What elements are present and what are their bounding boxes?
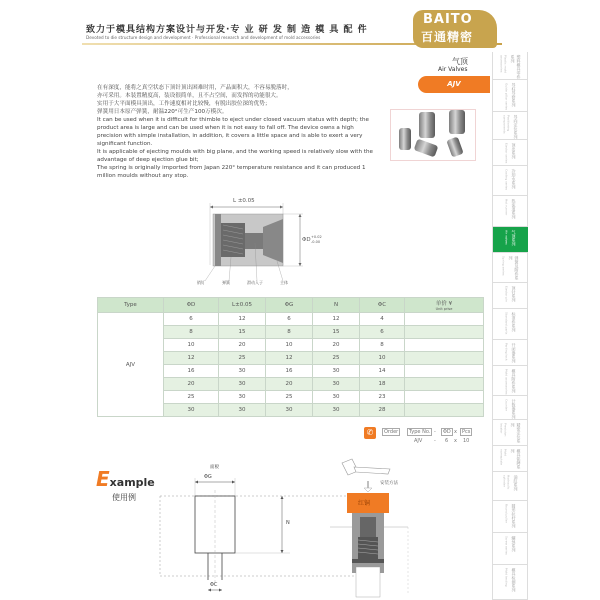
sidebar-item-en: Positioning components [502,115,511,134]
dim-D-tol-upper: +0.02 [311,235,322,239]
order-example-pcs: 10 [463,438,470,444]
cell-c: 23 [360,391,405,404]
cell-g: 8 [266,326,313,339]
col-n: N [313,298,360,313]
desc-line: 实用于大平面模具顶出，工作速度相对比较慢，有脱出胶位深的优势； [97,101,271,107]
phone-icon: ✆ [364,427,376,439]
sidebar-item-cn: 模具附件系列 [511,369,517,393]
installation-drawing [150,458,360,600]
cell-d: 12 [164,352,219,365]
sidebar-item[interactable] [493,340,528,366]
sidebar-item-cn: 顶针系列 [511,286,517,302]
sidebar-item-en: Screw series [504,536,509,555]
sidebar-item[interactable] [493,196,528,227]
cell-n: 30 [313,404,360,417]
sidebar-item-en: Counter [504,399,509,411]
unit-price-en: Unit prise [435,307,453,311]
cell-n: 30 [313,391,360,404]
cell-g: 20 [266,378,313,391]
example-initial: E [96,467,110,491]
desc-line: 亦可采用。本装置精度高，装设很简单，且不占空间，而发挥的功能很大。 [97,93,282,99]
sidebar-item-cn: 开闭器系列 [511,343,517,363]
cell-price [405,339,484,352]
order-label: Order [384,429,399,435]
desc-line: The spring is originally imported from Japan 220° temperature resistance and it can produced 1 million moulds without any stop. [97,165,366,179]
cell-n: 25 [313,352,360,365]
sidebar-item[interactable] [493,472,528,501]
cell-g: 6 [266,313,313,326]
cell-g: 12 [266,352,313,365]
sidebar-item-cn: 螺丝系列 [511,536,517,552]
cell-n: 30 [313,365,360,378]
order-dash: - [434,429,436,435]
cell-c: 8 [360,339,405,352]
order-example-d: 6 [445,438,449,444]
cell-n: 15 [313,326,360,339]
spec-table [97,297,484,417]
cell-n: 20 [313,339,360,352]
example-title-rest: xample [109,476,155,489]
cell-d: 30 [164,404,219,417]
cell-l: 30 [219,404,266,417]
sidebar-item-en: Mold testing [504,568,509,587]
example-title-cn: 使用例 [112,493,136,502]
label-spring: 弹簧 [222,280,230,285]
col-c: ΦC [360,298,405,313]
order-example-x: x [454,438,457,444]
sidebar-item-cn: 导向定位系列 [513,115,519,139]
product-title-cn: 气顶 [452,57,468,66]
category-sidebar [492,52,528,600]
sidebar-item-en: Hydraulic cylinder [502,475,511,490]
cell-price [405,378,484,391]
sidebar-item-en: Round puller [504,504,509,523]
sidebar-item[interactable] [493,52,528,80]
sidebar-item-en: Ejector series [504,143,509,164]
cell-price [405,313,484,326]
desc-line: It can be used when it is difficult for thimble to eject under closed vacuum status with depth; the product area is large and can be used when it is not easy to fall off. The device owns a high precision with simple installation, in addition, it covers a little space and is able to exert a very significant function. [97,117,369,147]
sidebar-item-cn: 计数器系列 [511,399,517,419]
sidebar-item-cn: 导柱导套系列 [511,83,517,107]
cell-d: 20 [164,378,219,391]
installation-graphic [330,455,440,600]
sidebar-item-en: Air valves [504,230,509,245]
cell-l: 20 [219,339,266,352]
sidebar-item-cn: 精密定位系列 [510,423,522,443]
sidebar-item-cn: 塑料模具零件系列 [510,55,522,79]
product-title-en: Air Valves [438,66,468,73]
cell-g: 25 [266,391,313,404]
slogan-cn: 致力于模具结构方案设计与开发·专 业 研 发 制 造 模 具 配 件 [86,25,368,35]
sidebar-item-cn: 模具铭牌系列 [510,449,522,469]
sidebar-item[interactable] [493,501,528,533]
col-d: ΦD [164,298,219,313]
sidebar-item[interactable] [493,283,528,309]
order-pcs: Pcs [462,429,471,435]
sidebar-item-cn: 顶出系列 [511,143,517,159]
sidebar-item-cn: 圆形拉杆系列 [511,504,517,528]
cell-d: 10 [164,339,219,352]
dim-N-label: N [286,520,290,526]
sidebar-item-en: Plastic mold accessories [499,55,508,74]
cell-l: 30 [219,378,266,391]
cell-l: 30 [219,365,266,378]
cell-n: 12 [313,313,360,326]
cell-price [405,326,484,339]
order-type-no: Type No. [409,429,431,435]
desc-line: 在有深度，能将之真空状态下顶针顶出困难时用，产品面积大，不容易脱落时， [97,85,293,91]
sidebar-item[interactable] [493,309,528,340]
cell-c: 28 [360,404,405,417]
sidebar-item-en: Ejector pin [504,286,509,303]
col-g: ΦG [266,298,313,313]
sidebar-item-cn: 气顶系列 [511,230,517,246]
cell-g: 16 [266,365,313,378]
product-code-badge: AJV [418,76,490,93]
col-unit-price [405,298,484,313]
cell-price [405,352,484,365]
product-photo [390,109,476,161]
col-type: Type [98,298,164,313]
desc-line: 弹簧用日本原产弹簧，耐温220°可生产100万模次。 [97,109,228,115]
dim-G-label: ΦG [204,474,212,480]
plate-label: 面板 [210,465,219,470]
col-l: L±0.05 [219,298,266,313]
label-pin: 销钉 [197,280,205,285]
sidebar-item[interactable] [493,253,528,283]
sidebar-item[interactable] [493,533,528,565]
example-heading [96,467,155,491]
sidebar-item[interactable] [493,420,528,446]
installation-illustration [330,455,440,600]
valve-part-image [449,110,465,134]
sidebar-item-en: Parting lock [504,343,509,361]
table-header-row [98,298,484,313]
label-body: 主体 [280,280,288,285]
sidebar-item-active[interactable] [493,227,528,253]
sidebar-item-en: Guide pillar series [504,83,509,111]
sidebar-item-en: Standard parts [504,312,509,335]
cell-g: 10 [266,339,313,352]
order-phi-d: ΦD [443,429,451,435]
slogan-en: Devoted to die structure design and development · Professional research and development of mold accessories [86,35,321,40]
valve-part-image [419,112,435,138]
sidebar-item[interactable] [493,446,528,472]
order-format [364,426,489,446]
dim-C-label: ΦC [210,582,218,588]
valve-part-image [414,139,439,158]
sidebar-item-cn: 模具检测系列 [511,568,517,592]
cell-l: 12 [219,313,266,326]
sidebar-item[interactable] [493,396,528,420]
unit-price-cn: 单价 ¥ [435,301,453,307]
copper-label: 红铜 [358,500,371,507]
dim-D-label: ΦD [302,237,311,243]
cell-d: 8 [164,326,219,339]
cell-n: 30 [313,378,360,391]
sidebar-item-en: Cooling series [504,169,509,191]
order-example-dash: - [434,438,436,444]
sidebar-item-en: Precision locator [499,423,508,437]
example-drawing [150,458,360,600]
sidebar-item-cn: 冷却水系列 [511,169,517,189]
cell-l: 25 [219,352,266,365]
sidebar-item[interactable] [493,112,528,140]
sidebar-item-cn: 热流道系列 [511,199,517,219]
logo-cn: 百通精密 [421,30,474,44]
sidebar-item-cn: 油缸系列 [513,475,519,491]
cell-c: 4 [360,313,405,326]
cell-price [405,365,484,378]
sidebar-item[interactable] [493,80,528,112]
cell-l: 15 [219,326,266,339]
cell-c: 10 [360,352,405,365]
cell-d: 16 [164,365,219,378]
sidebar-item[interactable] [493,565,528,600]
type-cell: AJV [98,313,164,417]
cell-price [405,404,484,417]
sidebar-item-en: Spring series [501,256,506,276]
logo-en: BAITO [423,12,473,27]
cell-d: 25 [164,391,219,404]
cross-section-diagram [185,193,325,288]
sidebar-item-en: Hot runner [504,199,509,216]
order-x: x [454,429,457,435]
sidebar-item[interactable] [493,166,528,196]
table-row [98,313,484,326]
cell-c: 6 [360,326,405,339]
label-slider: 滑动入子 [247,280,263,285]
sidebar-item-cn: 标准件系列 [511,312,517,332]
valve-part-image [446,136,463,157]
install-method-label: 安装方法 [380,481,398,486]
sidebar-item[interactable] [493,140,528,166]
cell-g: 30 [266,404,313,417]
cell-price [405,391,484,404]
sidebar-item[interactable] [493,366,528,396]
sidebar-item-en: Mold accessories [504,369,509,395]
cell-c: 18 [360,378,405,391]
cell-l: 30 [219,391,266,404]
desc-line: It is applicable of ejecting moulds with big plane, and the working speed is relatively slow with the advantage of deep ejection glue bit; [97,149,373,163]
brand-logo [413,10,497,48]
dim-L-label: L ±0.05 [233,198,255,204]
dim-D-tol-lower: -0.00 [311,240,321,244]
cell-c: 14 [360,365,405,378]
order-example-type: AJV [414,438,423,444]
product-description [97,84,377,180]
sidebar-item-cn: 弹簧及附件系列 [508,256,520,280]
cell-d: 6 [164,313,219,326]
valve-part-image [399,128,411,150]
sidebar-item-en: Mold nameplate [499,449,508,466]
